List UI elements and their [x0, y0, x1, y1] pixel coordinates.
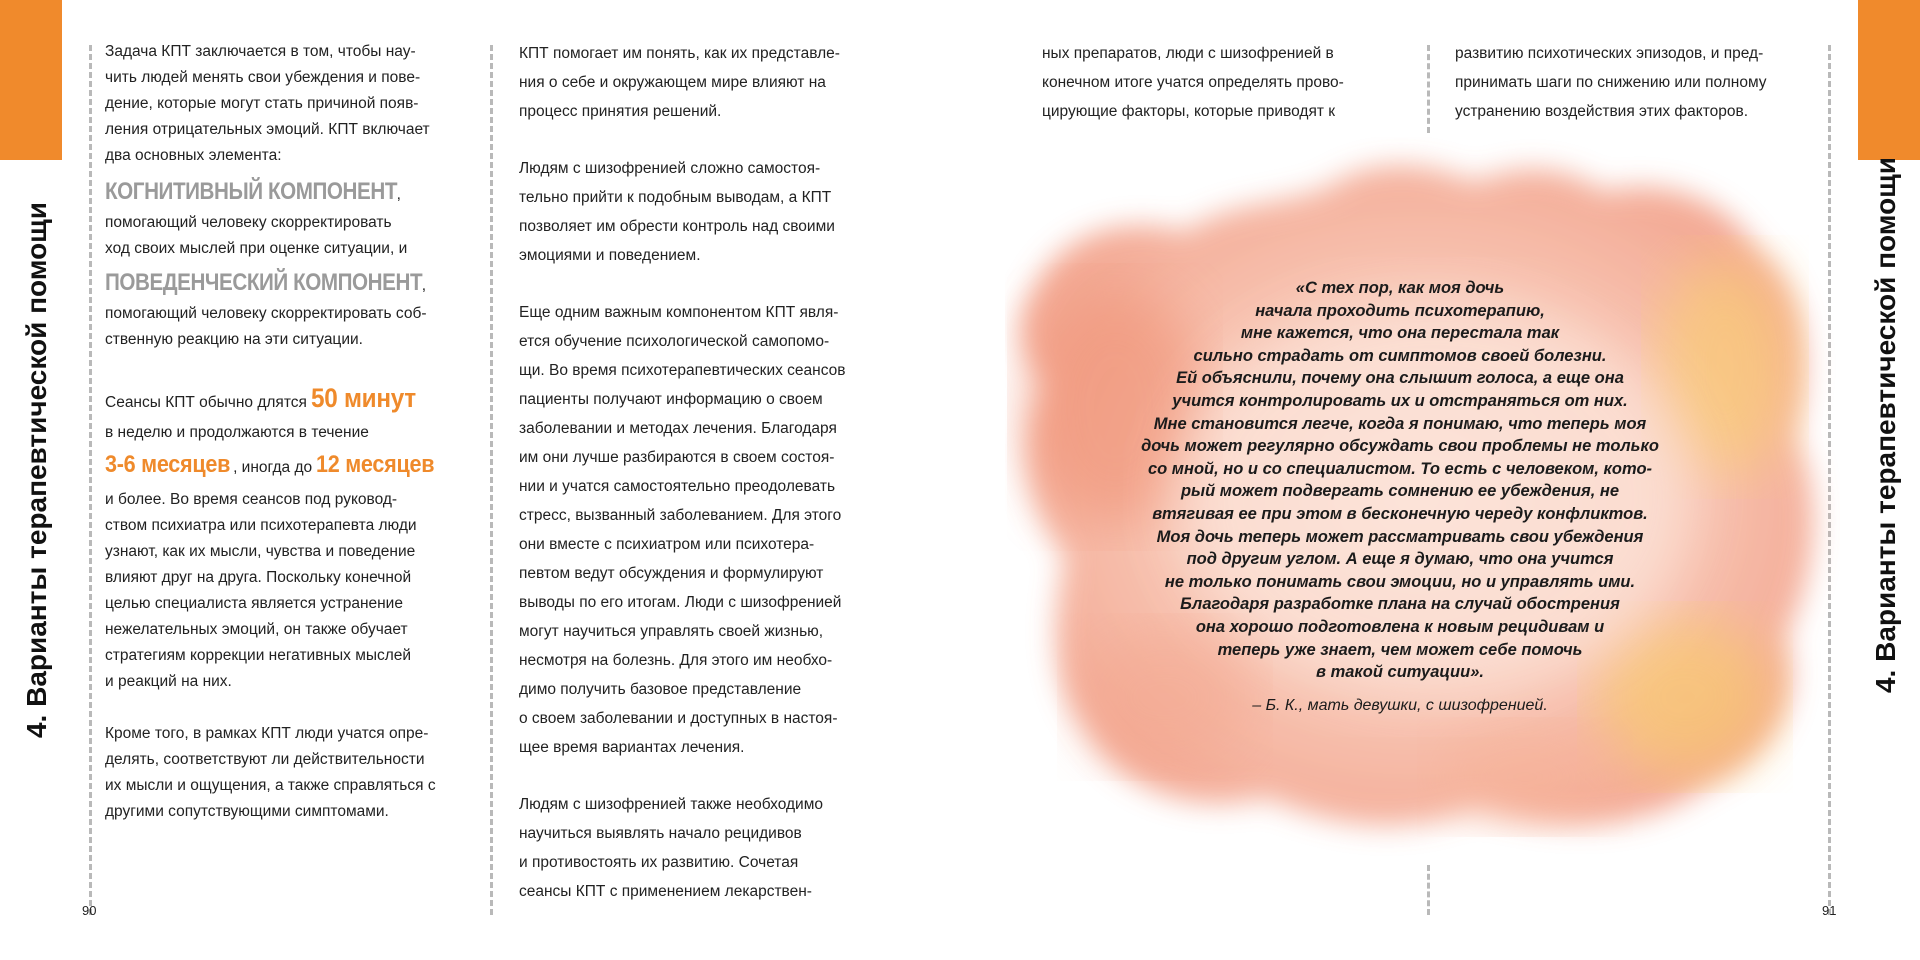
divider-col3-col4-top	[1427, 45, 1430, 133]
behavioral-description: помогающий человеку скорректировать соб- ственную реакцию на эти ситуации.	[105, 305, 427, 348]
page-number-left: 90	[82, 903, 97, 918]
orange-corner-tab-right	[1858, 0, 1920, 160]
column-2	[519, 39, 889, 906]
highlight-3-6-months: 3-6 месяцев	[105, 451, 231, 478]
highlight-50-minutes: 50 минут	[311, 383, 417, 413]
highlight-12-months: 12 месяцев	[316, 451, 435, 478]
column-1: Задача КПТ заключается в том, чтобы нау- чить людей менять свои убеждения и пове- дение, которые могут стать причиной появ- ления отрицательных эмоций. КПТ включает два основных элемента: КОГНИТИВНЫЙ КОМПОНЕНТ, помогающий человеку скорректировать ход своих мыслей при оценке ситуации, и ПОВЕДЕНЧЕСКИЙ КОМПОНЕНТ, помогающий человеку скорректировать соб- ственную реакцию на эти ситуации. Сеансы КПТ обычно длятся 50 минут в неделю и продолжаются в течение 3-6 месяцев , иногда до 12 месяцев и более. Во время сеансов под руковод- ством психиатра или психотерапевта люди узнают, как их мысли, чувства и поведение влияют друг на друга. Поскольку конечной целью специалиста является устранение нежелательных эмоций, он также обучает стратегиям коррекции негативных мыслей и реакций на них. Кроме того, в рамках КПТ люди учатся опре- делять, соответствуют ли действительности их мысли и ощущения, а также справляться с другими сопутствующими симптомами.	[105, 39, 480, 853]
col2-paragraph-2: Людям с шизофренией сложно самостоя- тельно прийти к подобным выводам, а КПТ позволяет им обрести контроль над своими эмоциями и поведением.	[519, 160, 835, 264]
column-4: развитию психотических эпизодов, и пред- принимать шаги по снижению или полному устранению воздействия этих факторов.	[1455, 45, 1767, 120]
col2-paragraph-4: Людям с шизофренией также необходимо научиться выявлять начало рецидивов и противостоять их развитию. Сочетая сеансы КПТ с применением лекарствен-	[519, 796, 823, 900]
cognitive-description: помогающий человеку скорректировать ход своих мыслей при оценке ситуации, и	[105, 214, 408, 257]
page-number-right: 91	[1822, 903, 1837, 918]
heading-cognitive-component: КОГНИТИВНЫЙ КОМПОНЕНТ	[105, 178, 398, 205]
divider-col3-col4-bottom	[1427, 865, 1430, 915]
column-3: ных препаратов, люди с шизофренией в конечном итоге учатся определять прово- цирующие факторы, которые приводят к	[1042, 45, 1344, 120]
divider-left-margin	[89, 45, 92, 915]
intro-paragraph: Задача КПТ заключается в том, чтобы нау- чить людей менять свои убеждения и пове- дение, которые могут стать причиной появ- ления отрицательных эмоций. КПТ включает два основных элемента:	[105, 43, 430, 164]
extra-paragraph: Кроме того, в рамках КПТ люди учатся опре- делять, соответствуют ли действительности их мысли и ощущения, а также справляться с другими сопутствующими симптомами.	[105, 725, 436, 820]
divider-col1-col2	[490, 45, 493, 915]
sessions-paragraph: Сеансы КПТ обычно длятся 50 минут в неделю и продолжаются в течение 3-6 месяцев , иногда до 12 месяцев и более. Во время сеансов под руковод- ством психиатра или психотерапевта люди узнают, как их мысли, чувства и поведение влияют друг на друга. Поскольку конечной целью специалиста является устранение нежелательных эмоций, он также обучает стратегиям коррекции негативных мыслей и реакций на них.	[105, 383, 435, 690]
heading-behavioral-component: ПОВЕДЕНЧЕСКИЙ КОМПОНЕНТ	[105, 269, 423, 296]
quote-author: – Б. К., мать девушки, с шизофренией.	[1252, 697, 1548, 714]
side-title-left: 4. Варианты терапевтической помощи	[21, 201, 52, 739]
col2-paragraph-1: КПТ помогает им понять, как их представле- ния о себе и окружающем мире влияют на процесс принятия решений.	[519, 45, 840, 120]
quote-text: «С тех пор, как моя дочь начала проходить психотерапию, мне кажется, что она перестала так сильно страдать от симптомов своей болезни. Ей объяснили, почему она слышит голоса, а еще она учится контролировать их и отстраняться от них. Мне становится легче, когда я понимаю, что теперь моя дочь может регулярно обсуждать свои проблемы не только со мной, но и со специалистом. То есть с человеком, кото- рый может подвергать сомнению ее убеждения, не втягивая ее при этом в бесконечную череду конфликтов. Моя дочь теперь может рассматривать свои убеждения под другим углом. А еще я думаю, что она учится не только понимать свои эмоции, но и управлять ими. Благодаря разработке плана на случай обострения она хорошо подготовлена к новым рецидивам и теперь уже знает, чем может себе помочь в такой ситуации».	[1141, 279, 1659, 682]
orange-corner-tab-left	[0, 0, 62, 160]
col2-paragraph-3: Еще одним важным компонентом КПТ явля- ется обучение психологической самопомо- щи. Во время психотерапевтических сеансов пациенты получают информацию о своем заболевании и методах лечения. Благодаря им они лучше разбираются в своем состоя- нии и учатся самостоятельно преодолевать стресс, вызванный заболеванием. Для этого они вместе с психиатром или психотера- певтом ведут обсуждения и формулируют выводы по его итогам. Люди с шизофренией могут научиться управлять своей жизнью, несмотря на болезнь. Для этого им необхо- димо получить базовое представление о своем заболевании и доступных в настоя- щее время вариантах лечения.	[519, 304, 846, 756]
side-title-right: 4. Варианты терапевтической помощи	[1870, 156, 1901, 694]
